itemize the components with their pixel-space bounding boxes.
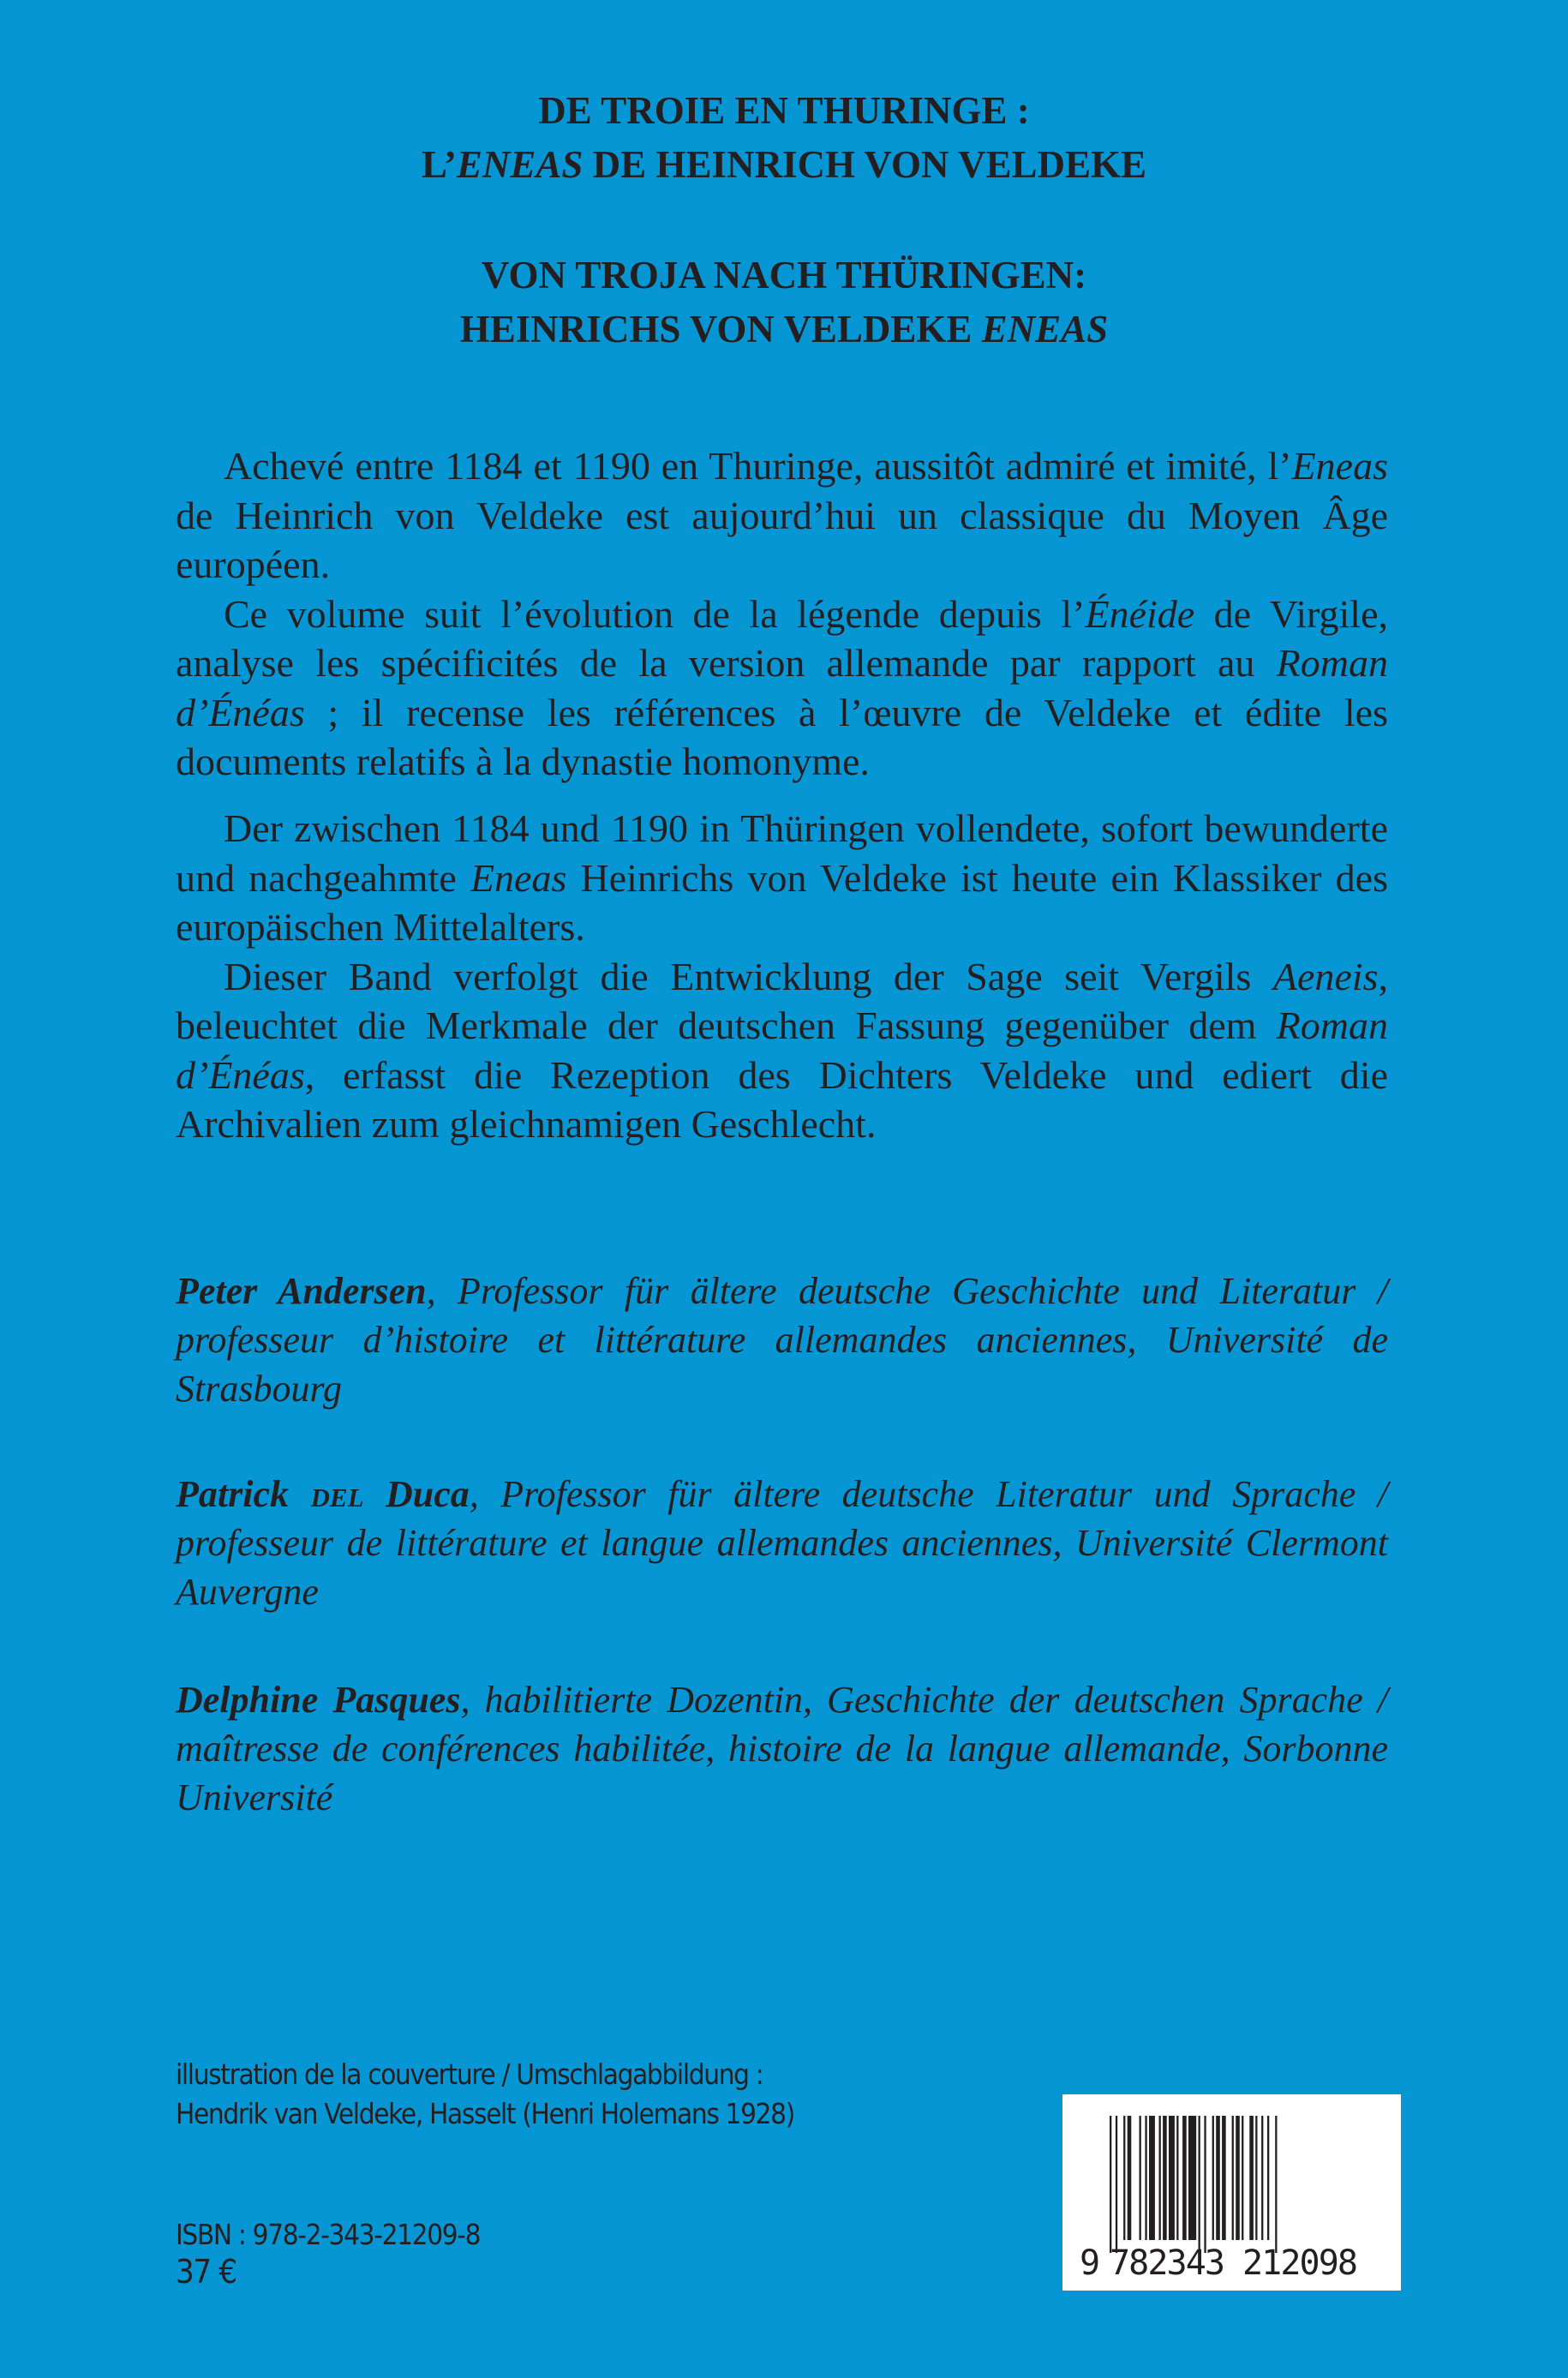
text-run: Heinrichs von Veldeke ist heute ein Klassiker des europäischen Mittelalters. [176,855,1388,949]
barcode-bar [1242,2116,1243,2240]
italic-text: ENEAS [456,143,584,186]
text-run: , habilitierte Dozentin, Geschichte der deutschen Sprache / maîtresse de conférences habilitée, histoire de la langue allemande, Sorbonne Université [176,1679,1388,1818]
author-name: Duca [363,1473,470,1515]
text-run: Achevé entre 1184 et 1190 en Thuringe, aussitôt admiré et imité, l’ [224,444,1292,488]
credit-line-1: illustration de la couverture / Umschlagabbildung : [176,2058,763,2091]
barcode-bar [1222,2116,1226,2240]
text-run: , Professor für ältere deutsche Geschichte und Literatur / professeur d’histoire et littérature allemandes anciennes, Université de Strasbourg [176,1270,1388,1410]
barcode-bars [1062,2094,1401,2291]
italic-text: Eneas [470,855,567,900]
barcode-bar [1232,2116,1234,2240]
text-run: de Heinrich von Veldeke est aujourd’hui un classique du Moyen Âge européen. [176,493,1388,586]
french-title [0,84,1568,192]
text-run: Dieser Band verfolgt die Entwicklung der Sage seit Vergils [224,954,1273,998]
barcode-bar [1159,2116,1161,2240]
text-run: de Virgile, analyse les spécificités de la version allemande par rapport au [176,591,1388,685]
barcode-bar [1275,2116,1277,2253]
italic-text: ENEAS [981,308,1109,350]
text-run: VON TROJA NACH THÜRINGEN: [481,254,1087,297]
barcode-bar [1128,2116,1132,2240]
italic-text: Énéide [1085,591,1195,636]
barcode-bar [1140,2116,1141,2240]
text-run: Ce volume suit l’évolution de la légende depuis l’ [224,591,1086,636]
text-run: , beleuchtet die Merkmale der deutschen Fassung gegenüber dem [176,954,1388,1047]
barcode-bar [1116,2116,1117,2253]
barcode-digits-right: 212098 [1242,2243,1358,2283]
text-run: ; il recense les références à l’œuvre de Veldeke et édite les documents relatifs à la dynastie homonyme. [176,690,1388,783]
paragraph [176,441,1388,590]
credit-line-2: Hendrik van Veldeke, Hasselt (Henri Holemans 1928) [176,2097,794,2130]
cover-illustration-credit [176,2055,794,2134]
german-title [0,249,1568,356]
price: 37 € [176,2253,236,2291]
italic-text: Aeneis [1272,954,1379,998]
barcode-bar [1249,2116,1254,2240]
barcode-bar [1255,2116,1257,2240]
barcode-bar [1236,2116,1240,2240]
isbn: ISBN : 978-2-343-21209-8 [176,2218,481,2251]
italic-text: Eneas [1291,444,1388,488]
title-line [0,138,1568,192]
author-name: Peter Andersen [176,1270,427,1312]
barcode-bar [1163,2116,1167,2240]
paragraph [176,952,1388,1149]
barcode [1062,2094,1401,2291]
title-line [0,302,1568,356]
barcode-digits-left: 782343 [1110,2243,1225,2283]
title-line [0,84,1568,138]
barcode-bar [1199,2116,1200,2253]
barcode-bar [1216,2116,1220,2240]
text-run: DE HEINRICH VON VELDEKE [583,143,1147,186]
barcode-bar [1182,2116,1187,2240]
author-name: Delphine Pasques [176,1679,461,1721]
text-run: Der zwischen 1184 und 1190 in Thüringen vollendete, sofort bewunderte und nachgeahmte [176,806,1388,900]
author-bio-del-duca [176,1470,1388,1616]
author-name: del [310,1473,364,1515]
barcode-bar [1176,2116,1178,2240]
barcode-digit-lead: 9 [1080,2243,1101,2283]
barcode-bar [1261,2116,1263,2240]
german-blurb [176,804,1388,1149]
barcode-bar [1267,2116,1269,2240]
author-name: Patrick [176,1473,311,1515]
text-run: L’ [421,143,457,186]
text-run: , Professor für ältere deutsche Literatur und Sprache / professeur de littérature et langue allemandes anciennes, Université Clermont Auvergne [176,1473,1388,1613]
barcode-bar [1169,2116,1175,2240]
paragraph [176,804,1388,952]
barcode-bar [1212,2116,1214,2240]
paragraph [176,590,1388,787]
barcode-bar [1204,2116,1206,2253]
barcode-bar [1188,2116,1196,2240]
title-line [0,249,1568,302]
text-run: , erfasst die Rezeption des Dichters Veldeke und ediert die Archivalien zum gleichnamigen Geschlecht. [176,1052,1388,1146]
italic-text: Roman d’Énéas [176,1003,1388,1097]
barcode-bar [1123,2116,1125,2240]
french-blurb [176,441,1388,787]
author-bio-andersen [176,1267,1388,1413]
text-run: DE TROIE EN THURINGE : [538,89,1030,132]
barcode-bar [1110,2116,1111,2253]
author-bio-pasques [176,1675,1388,1822]
barcode-bar [1145,2116,1146,2240]
barcode-bar [1149,2116,1155,2240]
text-run: HEINRICHS VON VELDEKE [459,308,982,350]
italic-text: Roman d’Énéas [176,641,1388,734]
